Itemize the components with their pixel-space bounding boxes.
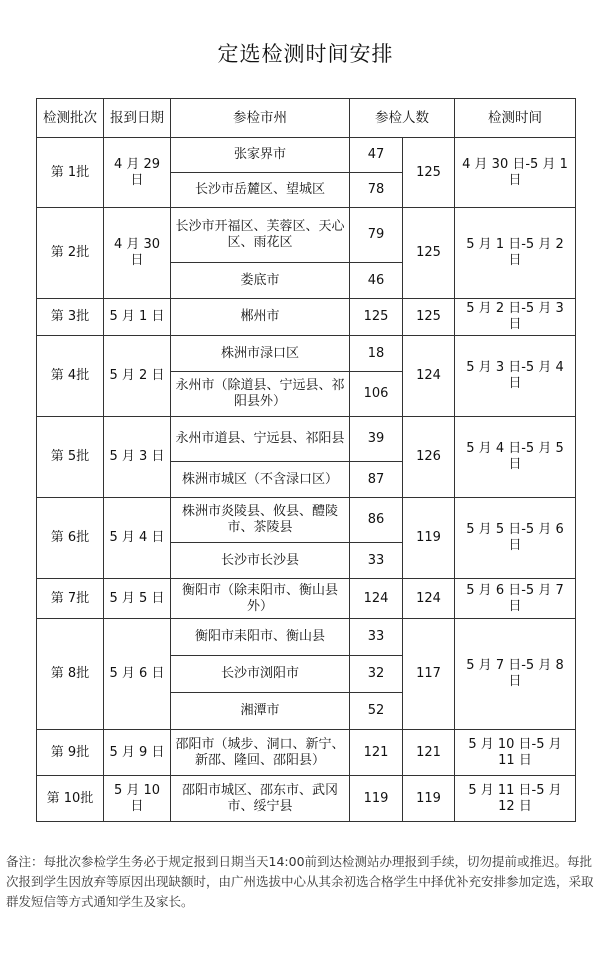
- table-row: [37, 417, 576, 462]
- total-cell: 125: [403, 208, 455, 299]
- header-count: 参检人数: [350, 99, 455, 138]
- date-cell: 4 月 29 日: [104, 138, 171, 208]
- table-row: [37, 299, 576, 336]
- total-cell: 121: [403, 730, 455, 776]
- header-batch: 检测批次: [37, 99, 104, 138]
- batch-cell: 第 3批: [37, 299, 104, 336]
- page-title: 定选检测时间安排: [217, 42, 394, 66]
- time-cell: 5 月 4 日-5 月 5 日: [455, 417, 576, 498]
- city-cell: 衡阳市（除耒阳市、衡山县外）: [171, 579, 350, 619]
- schedule-table: [36, 98, 576, 822]
- time-cell: 5 月 11 日-5 月 12 日: [455, 776, 576, 822]
- total-cell: 119: [403, 498, 455, 579]
- header-report-date: 报到日期: [104, 99, 171, 138]
- total-cell: 125: [403, 138, 455, 208]
- date-cell: 5 月 3 日: [104, 417, 171, 498]
- date-cell: 5 月 6 日: [104, 619, 171, 730]
- count-cell: 121: [350, 730, 403, 776]
- total-cell: 117: [403, 619, 455, 730]
- city-cell: 湘潭市: [171, 693, 350, 730]
- batch-cell: 第 10批: [37, 776, 104, 822]
- city-cell: 株洲市炎陵县、攸县、醴陵市、茶陵县: [171, 498, 350, 543]
- total-cell: 124: [403, 579, 455, 619]
- batch-cell: 第 8批: [37, 619, 104, 730]
- date-cell: 5 月 2 日: [104, 336, 171, 417]
- count-cell: 33: [350, 543, 403, 579]
- table-row: [37, 730, 576, 776]
- table-row: [37, 208, 576, 263]
- count-cell: 87: [350, 462, 403, 498]
- city-cell: 衡阳市耒阳市、衡山县: [171, 619, 350, 656]
- city-cell: 邵阳市（城步、洞口、新宁、新邵、隆回、邵阳县）: [171, 730, 350, 776]
- table-row: [37, 336, 576, 372]
- city-cell: 永州市道县、宁远县、祁阳县: [171, 417, 350, 462]
- time-cell: 5 月 2 日-5 月 3 日: [455, 299, 576, 336]
- count-cell: 39: [350, 417, 403, 462]
- count-cell: 46: [350, 263, 403, 299]
- date-cell: 5 月 9 日: [104, 730, 171, 776]
- time-cell: 5 月 1 日-5 月 2 日: [455, 208, 576, 299]
- date-cell: 5 月 4 日: [104, 498, 171, 579]
- table-row: [37, 498, 576, 543]
- batch-cell: 第 2批: [37, 208, 104, 299]
- batch-cell: 第 5批: [37, 417, 104, 498]
- city-cell: 株洲市渌口区: [171, 336, 350, 372]
- time-cell: 5 月 10 日-5 月 11 日: [455, 730, 576, 776]
- table-header-row: [37, 99, 576, 138]
- table-row: [37, 619, 576, 656]
- total-cell: 125: [403, 299, 455, 336]
- city-cell: 株洲市城区（不含渌口区）: [171, 462, 350, 498]
- city-cell: 长沙市开福区、芙蓉区、天心区、雨花区: [171, 208, 350, 263]
- city-cell: 郴州市: [171, 299, 350, 336]
- count-cell: 106: [350, 372, 403, 417]
- city-cell: 张家界市: [171, 138, 350, 173]
- date-cell: 5 月 10 日: [104, 776, 171, 822]
- table-row: [37, 579, 576, 619]
- batch-cell: 第 4批: [37, 336, 104, 417]
- count-cell: 86: [350, 498, 403, 543]
- time-cell: 5 月 5 日-5 月 6 日: [455, 498, 576, 579]
- date-cell: 5 月 1 日: [104, 299, 171, 336]
- time-cell: 5 月 6 日-5 月 7 日: [455, 579, 576, 619]
- time-cell: 5 月 3 日-5 月 4 日: [455, 336, 576, 417]
- count-cell: 47: [350, 138, 403, 173]
- count-cell: 78: [350, 173, 403, 208]
- city-cell: 邵阳市城区、邵东市、武冈市、绥宁县: [171, 776, 350, 822]
- city-cell: 娄底市: [171, 263, 350, 299]
- time-cell: 5 月 7 日-5 月 8 日: [455, 619, 576, 730]
- count-cell: 18: [350, 336, 403, 372]
- count-cell: 119: [350, 776, 403, 822]
- total-cell: 126: [403, 417, 455, 498]
- count-cell: 124: [350, 579, 403, 619]
- count-cell: 33: [350, 619, 403, 656]
- batch-cell: 第 6批: [37, 498, 104, 579]
- time-cell: 4 月 30 日-5 月 1 日: [455, 138, 576, 208]
- batch-cell: 第 7批: [37, 579, 104, 619]
- footnote: 备注：每批次参检学生务必于规定报到日期当天14:00前到达检测站办理报到手续，切勿提前或推迟。每批次报到学生因放弃等原因出现缺额时，由广州选拔中心从其余初选合格学生中择优补充安排参加定选，采取群发短信等方式通知学生及家长。: [6, 854, 594, 909]
- header-city: 参检市州: [171, 99, 350, 138]
- table-row: [37, 138, 576, 173]
- batch-cell: 第 9批: [37, 730, 104, 776]
- city-cell: 长沙市岳麓区、望城区: [171, 173, 350, 208]
- count-cell: 52: [350, 693, 403, 730]
- count-cell: 32: [350, 656, 403, 693]
- date-cell: 4 月 30 日: [104, 208, 171, 299]
- batch-cell: 第 1批: [37, 138, 104, 208]
- count-cell: 125: [350, 299, 403, 336]
- date-cell: 5 月 5 日: [104, 579, 171, 619]
- table-row: [37, 776, 576, 822]
- city-cell: 长沙市长沙县: [171, 543, 350, 579]
- city-cell: 长沙市浏阳市: [171, 656, 350, 693]
- header-time: 检测时间: [455, 99, 576, 138]
- total-cell: 124: [403, 336, 455, 417]
- count-cell: 79: [350, 208, 403, 263]
- total-cell: 119: [403, 776, 455, 822]
- city-cell: 永州市（除道县、宁远县、祁阳县外）: [171, 372, 350, 417]
